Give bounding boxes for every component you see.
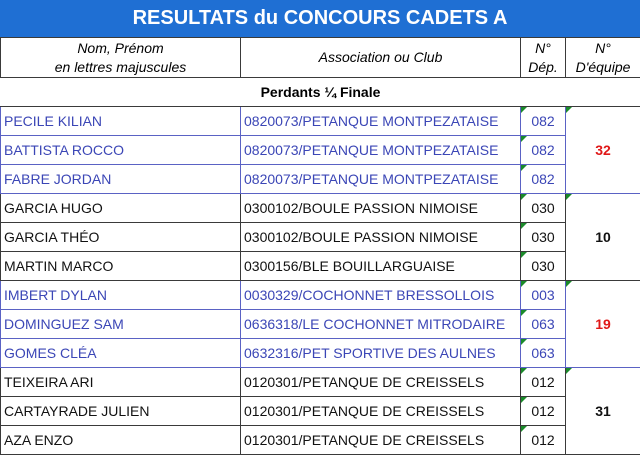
header-team-line1: N° [566, 39, 640, 58]
page-title: RESULTATS du CONCOURS CADETS A [0, 0, 640, 37]
team-number: 31 [566, 368, 640, 455]
player-name: MARTIN MARCO [1, 252, 241, 281]
table-row [1, 165, 640, 194]
player-dep: 030 [521, 223, 566, 252]
player-dep: 082 [521, 107, 566, 136]
player-club: 0030329/COCHONNET BRESSOLLOIS [241, 281, 521, 310]
header-dep-line1: N° [521, 39, 565, 58]
header-team [566, 38, 640, 78]
player-club: 0300102/BOULE PASSION NIMOISE [241, 194, 521, 223]
table-row [1, 310, 640, 339]
player-name: FABRE JORDAN [1, 165, 241, 194]
table-row [1, 136, 640, 165]
team-number: 32 [566, 107, 640, 194]
player-name: DOMINGUEZ SAM [1, 310, 241, 339]
player-name: GOMES CLÉA [1, 339, 241, 368]
player-dep: 030 [521, 252, 566, 281]
player-name: BATTISTA ROCCO [1, 136, 241, 165]
header-dep-line2: Dép. [521, 58, 565, 77]
player-club: 0636318/LE COCHONNET MITRODAIRE [241, 310, 521, 339]
table-row [1, 281, 640, 310]
player-dep: 063 [521, 310, 566, 339]
player-dep: 082 [521, 165, 566, 194]
player-name: GARCIA THÉO [1, 223, 241, 252]
player-dep: 003 [521, 281, 566, 310]
player-club: 0820073/PETANQUE MONTPEZATAISE [241, 165, 521, 194]
header-club: Association ou Club [241, 38, 521, 78]
section-row [1, 78, 640, 107]
player-club: 0300156/BLE BOUILLARGUAISE [241, 252, 521, 281]
player-dep: 030 [521, 194, 566, 223]
player-name: IMBERT DYLAN [1, 281, 241, 310]
player-name: TEIXEIRA ARI [1, 368, 241, 397]
player-dep: 012 [521, 368, 566, 397]
player-name: CARTAYRADE JULIEN [1, 397, 241, 426]
table-row [1, 223, 640, 252]
player-dep: 012 [521, 397, 566, 426]
player-club: 0120301/PETANQUE DE CREISSELS [241, 368, 521, 397]
player-club: 0120301/PETANQUE DE CREISSELS [241, 426, 521, 455]
table-row [1, 252, 640, 281]
player-club: 0820073/PETANQUE MONTPEZATAISE [241, 107, 521, 136]
table-row [1, 426, 640, 455]
player-dep: 063 [521, 339, 566, 368]
team-number: 10 [566, 194, 640, 281]
header-name [1, 38, 241, 78]
header-team-line2: D'équipe [566, 58, 640, 77]
table-header-row [1, 38, 640, 78]
player-name: GARCIA HUGO [1, 194, 241, 223]
player-name: AZA ENZO [1, 426, 241, 455]
player-club: 0300102/BOULE PASSION NIMOISE [241, 223, 521, 252]
player-club: 0632316/PET SPORTIVE DES AULNES [241, 339, 521, 368]
player-club: 0120301/PETANQUE DE CREISSELS [241, 397, 521, 426]
section-title: Perdants ¼ Finale [1, 78, 640, 107]
team-number: 19 [566, 281, 640, 368]
player-dep: 012 [521, 426, 566, 455]
player-dep: 082 [521, 136, 566, 165]
results-table [0, 37, 640, 455]
table-row [1, 397, 640, 426]
player-club: 0820073/PETANQUE MONTPEZATAISE [241, 136, 521, 165]
table-row [1, 107, 640, 136]
header-dep [521, 38, 566, 78]
table-row [1, 194, 640, 223]
table-row [1, 339, 640, 368]
table-row [1, 368, 640, 397]
header-name-line2: en lettres majuscules [1, 58, 240, 77]
header-name-line1: Nom, Prénom [1, 39, 240, 58]
player-name: PECILE KILIAN [1, 107, 241, 136]
